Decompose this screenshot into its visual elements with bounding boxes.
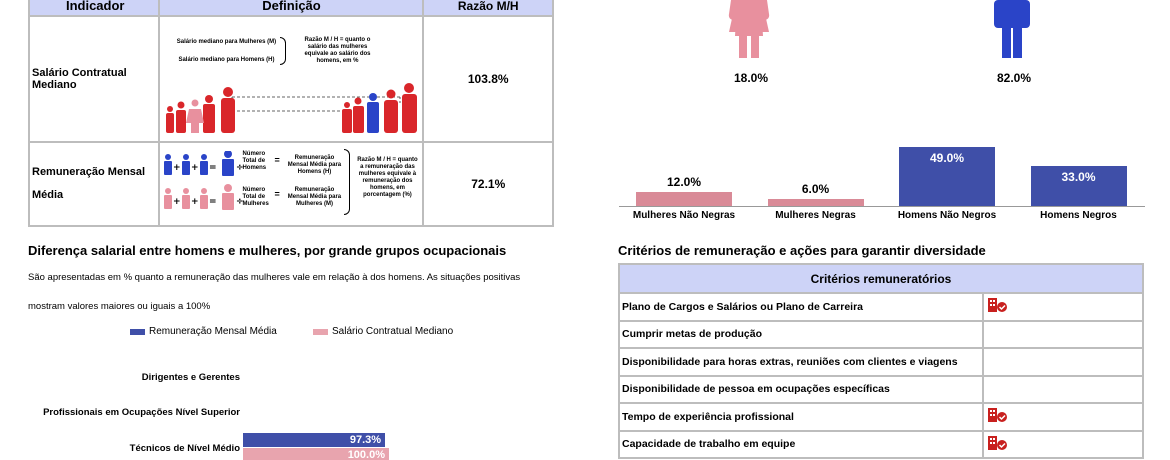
table-row — [29, 16, 553, 142]
women-result-label: Remuneração Mensal Média para Mulheres (M) — [287, 187, 342, 207]
header-indicator: Indicador — [29, 0, 159, 16]
men-count-label: Número Total de Homens — [242, 151, 267, 171]
criteria-row — [619, 431, 1143, 459]
definition-note: Razão M / H = quanto a remuneração das mulheres equivale à remuneração dos homens, em porcentagem (%) — [357, 157, 418, 198]
building-check-icon — [988, 436, 1008, 450]
criteria-header: Critérios remuneratórios — [619, 264, 1143, 293]
ratio-value: 72.1% — [423, 142, 553, 226]
criteria-status — [983, 321, 1143, 349]
criteria-row — [619, 321, 1143, 349]
definition-line-men: Salário mediano para Homens (H) — [178, 57, 275, 63]
occupation-label: Técnicos de Nível Médio — [129, 443, 240, 454]
criteria-label: Capacidade de trabalho em equipe — [619, 431, 983, 459]
race-value-label: 49.0% — [929, 151, 965, 166]
criteria-label: Tempo de experiência profissional — [619, 403, 983, 431]
legend-swatch — [130, 329, 145, 335]
legend-label: Salário Contratual Mediano — [332, 326, 454, 337]
svg-text:+: + — [191, 197, 200, 207]
criteria-row — [619, 348, 1143, 376]
svg-text:+: + — [173, 197, 182, 207]
people-sum-icon — [162, 151, 246, 217]
criteria-status — [983, 431, 1143, 459]
criteria-row — [619, 376, 1143, 404]
criteria-status — [983, 376, 1143, 404]
svg-text:+: + — [191, 163, 200, 173]
man-icon — [990, 0, 1034, 58]
women-count-label: Número Total de Mulheres — [242, 187, 269, 207]
svg-text:÷: ÷ — [236, 197, 245, 207]
criteria-status — [983, 403, 1143, 431]
legend-label: Remuneração Mensal Média — [149, 326, 277, 337]
race-bar — [636, 192, 732, 206]
criteria-label: Cumprir metas de produção — [619, 321, 983, 349]
equals-sign: = — [274, 155, 280, 165]
definition-note: Razão M / H = quanto o salário das mulheres equivale ao salário dos homens, em % — [304, 37, 371, 64]
criteria-label: Plano de Cargos e Salários ou Plano de Carreira — [619, 293, 983, 321]
race-value-label: 33.0% — [1061, 170, 1096, 185]
criteria-label: Disponibilidade para horas extras, reuniões com clientes e viagens — [619, 348, 983, 376]
equals-sign: = — [274, 189, 280, 199]
definition-cell — [159, 142, 423, 226]
salary-diff-description: São apresentadas em % quanto a remuneração das mulheres vale em relação à dos homens. As situações positivas mostram valores maiores ou iguais a 100% — [28, 272, 521, 312]
building-check-icon — [988, 408, 1008, 422]
race-value-label: 12.0% — [666, 174, 702, 189]
race-category-label: Mulheres Não Negras — [632, 210, 736, 221]
table-row — [29, 142, 553, 226]
race-category-label: Homens Não Negros — [897, 210, 997, 221]
mean-pay-diagram — [162, 145, 420, 223]
criteria-title: Critérios de remuneração e ações para garantir diversidade — [618, 243, 986, 258]
svg-text:=: = — [209, 197, 218, 207]
woman-icon — [727, 0, 771, 58]
header-ratio: Razão M/H — [423, 0, 553, 16]
salary-diff-title: Diferença salarial entre homens e mulheres, por grande grupos ocupacionais — [28, 243, 507, 258]
occupation-value-label: 97.3% — [349, 434, 382, 446]
definition-line-women: Salário mediano para Mulheres (M) — [176, 39, 277, 45]
race-category-label: Mulheres Negras — [775, 210, 856, 221]
svg-text:+: + — [173, 163, 182, 173]
criteria-row — [619, 293, 1143, 321]
legend-swatch — [313, 329, 328, 335]
median-salary-diagram — [162, 19, 420, 139]
occupation-label: Profissionais em Ocupações Nível Superior — [43, 407, 240, 418]
building-check-icon — [988, 298, 1008, 312]
criteria-row — [619, 403, 1143, 431]
race-value-label: 6.0% — [801, 181, 830, 196]
indicator-name: Salário Contratual Mediano — [29, 16, 159, 142]
indicator-table — [28, 0, 554, 227]
criteria-table — [618, 263, 1144, 459]
definition-cell — [159, 16, 423, 142]
svg-text:÷: ÷ — [236, 163, 245, 173]
svg-text:=: = — [209, 163, 218, 173]
occupation-value-label: 100.0% — [347, 449, 385, 460]
brace — [344, 149, 350, 215]
criteria-status — [983, 348, 1143, 376]
men-percent: 82.0% — [997, 71, 1032, 85]
indicator-name: Remuneração Mensal Média — [29, 142, 159, 226]
legend-item — [313, 326, 453, 337]
criteria-status — [983, 293, 1143, 321]
occupation-label: Dirigentes e Gerentes — [141, 372, 240, 383]
criteria-label: Disponibilidade de pessoa em ocupações específicas — [619, 376, 983, 404]
people-illustration-icon — [162, 75, 420, 137]
women-percent: 18.0% — [734, 71, 769, 85]
brace — [280, 37, 286, 65]
legend-item — [130, 326, 277, 337]
race-bar — [768, 199, 864, 206]
ratio-value: 103.8% — [423, 16, 553, 142]
men-result-label: Remuneração Mensal Média para Homens (H) — [287, 155, 342, 175]
header-definition: Definição — [159, 0, 423, 16]
chart-baseline — [619, 206, 1145, 207]
race-category-label: Homens Negros — [1040, 210, 1117, 221]
